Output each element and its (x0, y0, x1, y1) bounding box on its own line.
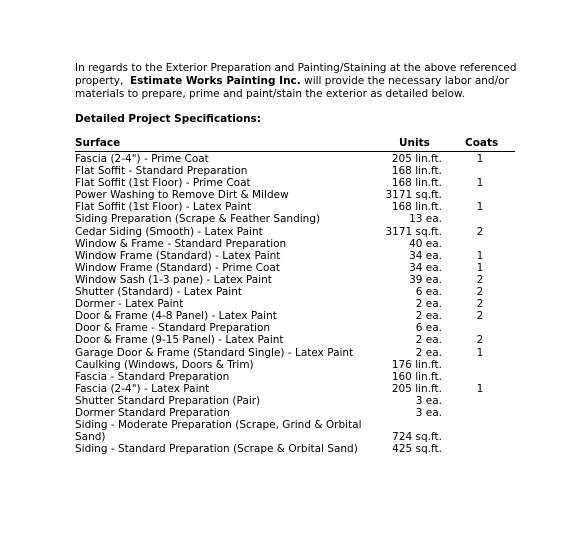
table-row (75, 371, 515, 383)
units-cell: 3171 sq.ft. (385, 225, 442, 238)
units-cell: 168 lin.ft. (391, 201, 442, 214)
surface-cell: Dormer Standard Preparation (75, 406, 230, 419)
table-row (75, 383, 515, 395)
table-body (75, 153, 515, 455)
surface-cell: Window Frame (Standard) - Latex Paint (75, 249, 281, 262)
surface-column-header: Surface (75, 137, 121, 149)
units-cell: 425 sq.ft. (392, 443, 442, 456)
table-row (75, 310, 515, 322)
table-row (75, 226, 515, 238)
surface-cell: Fascia (2-4") - Prime Coat (75, 153, 209, 165)
table-row (75, 407, 515, 419)
table-row (75, 189, 515, 201)
units-cell: 6 ea. (415, 286, 442, 299)
surface-cell: Power Washing to Remove Dirt & Mildew (75, 189, 289, 202)
table-row (75, 213, 515, 225)
table-row (75, 419, 515, 443)
table-row (75, 165, 515, 177)
coats-cell: 2 (476, 225, 484, 238)
units-cell: 176 lin.ft. (391, 358, 442, 371)
units-cell: 6 ea. (415, 322, 442, 335)
surface-cell: Door & Frame (9-15 Panel) - Latex Paint (75, 334, 284, 347)
units-cell: 39 ea. (409, 273, 442, 286)
table-row (75, 250, 515, 262)
surface-cell: Siding - Moderate Preparation (Scrape, Grind & Orbital Sand) (75, 419, 362, 444)
coats-cell: 2 (476, 310, 484, 323)
units-cell: 34 ea. (409, 249, 442, 262)
table-row (75, 395, 515, 407)
coats-cell: 1 (476, 346, 484, 359)
coats-column-header: Coats (465, 137, 499, 149)
company-name: Estimate Works Painting Inc. (129, 75, 301, 87)
table-row (75, 286, 515, 298)
units-cell: 2 ea. (415, 298, 442, 311)
units-column-header: Units (399, 137, 430, 149)
units-cell: 3 ea. (415, 406, 442, 419)
coats-cell: 2 (476, 273, 484, 286)
table-row (75, 443, 515, 455)
intro-text-end: will provide the necessary labor and/or materials to prepare, prime and paint/stain the exterior as detailed below. (75, 75, 509, 100)
surface-cell: Flat Soffit (1st Floor) - Latex Paint (75, 201, 252, 214)
coats-cell: 1 (476, 249, 484, 262)
units-cell: 205 lin.ft. (391, 153, 442, 165)
surface-cell: Door & Frame - Standard Preparation (75, 322, 271, 335)
surface-cell: Window Sash (1-3 pane) - Latex Paint (75, 273, 272, 286)
coats-cell: 1 (476, 201, 484, 214)
surface-cell: Caulking (Windows, Doors & Trim) (75, 358, 254, 371)
coats-cell: 2 (476, 334, 484, 347)
surface-cell: Window & Frame - Standard Preparation (75, 237, 287, 250)
coats-cell: 1 (476, 177, 484, 190)
table-row (75, 298, 515, 310)
units-cell: 13 ea. (409, 213, 442, 226)
surface-cell: Window Frame (Standard) - Prime Coat (75, 261, 280, 274)
surface-cell: Fascia - Standard Preparation (75, 370, 230, 383)
surface-cell: Shutter Standard Preparation (Pair) (75, 394, 261, 407)
units-cell: 2 ea. (415, 310, 442, 323)
surface-cell: Fascia (2-4") - Latex Paint (75, 382, 210, 395)
table-row (75, 359, 515, 371)
units-cell: 724 sq.ft. (392, 431, 442, 444)
units-cell: 2 ea. (415, 334, 442, 347)
table-row (75, 262, 515, 274)
intro-text-start: In regards to the Exterior Preparation and Painting/Staining at the above referenced property, (75, 62, 517, 87)
table-row (75, 238, 515, 250)
surface-cell: Flat Soffit (1st Floor) - Prime Coat (75, 177, 251, 190)
surface-cell: Door & Frame (4-8 Panel) - Latex Paint (75, 310, 277, 323)
table-row (75, 177, 515, 189)
units-cell: 3 ea. (415, 394, 442, 407)
units-cell: 168 lin.ft. (391, 165, 442, 178)
table-row (75, 322, 515, 334)
intro-paragraph (75, 62, 545, 101)
surface-cell: Cedar Siding (Smooth) - Latex Paint (75, 225, 263, 238)
surface-cell: Siding - Standard Preparation (Scrape & Orbital Sand) (75, 443, 358, 456)
table-header (75, 137, 515, 152)
surface-cell: Siding Preparation (Scrape & Feather Sanding) (75, 213, 321, 226)
surface-cell: Garage Door & Frame (Standard Single) - Latex Paint (75, 346, 354, 359)
coats-cell: 2 (476, 298, 484, 311)
table-row (75, 347, 515, 359)
coats-cell: 1 (476, 153, 484, 165)
table-row (75, 334, 515, 346)
coats-cell: 2 (476, 286, 484, 299)
table-row (75, 201, 515, 213)
surface-cell: Flat Soffit - Standard Preparation (75, 165, 248, 178)
units-cell: 2 ea. (415, 346, 442, 359)
coats-cell: 1 (476, 261, 484, 274)
units-cell: 40 ea. (409, 237, 442, 250)
coats-cell: 1 (476, 382, 484, 395)
table-row (75, 153, 515, 165)
surface-cell: Shutter (Standard) - Latex Paint (75, 286, 242, 299)
units-cell: 34 ea. (409, 261, 442, 274)
surface-cell: Dormer - Latex Paint (75, 298, 184, 311)
units-cell: 168 lin.ft. (391, 177, 442, 190)
specifications-table (75, 137, 515, 455)
units-cell: 205 lin.ft. (391, 382, 442, 395)
units-cell: 3171 sq.ft. (385, 189, 442, 202)
specifications-heading: Detailed Project Specifications: (75, 113, 262, 125)
units-cell: 160 lin.ft. (391, 370, 442, 383)
table-row (75, 274, 515, 286)
